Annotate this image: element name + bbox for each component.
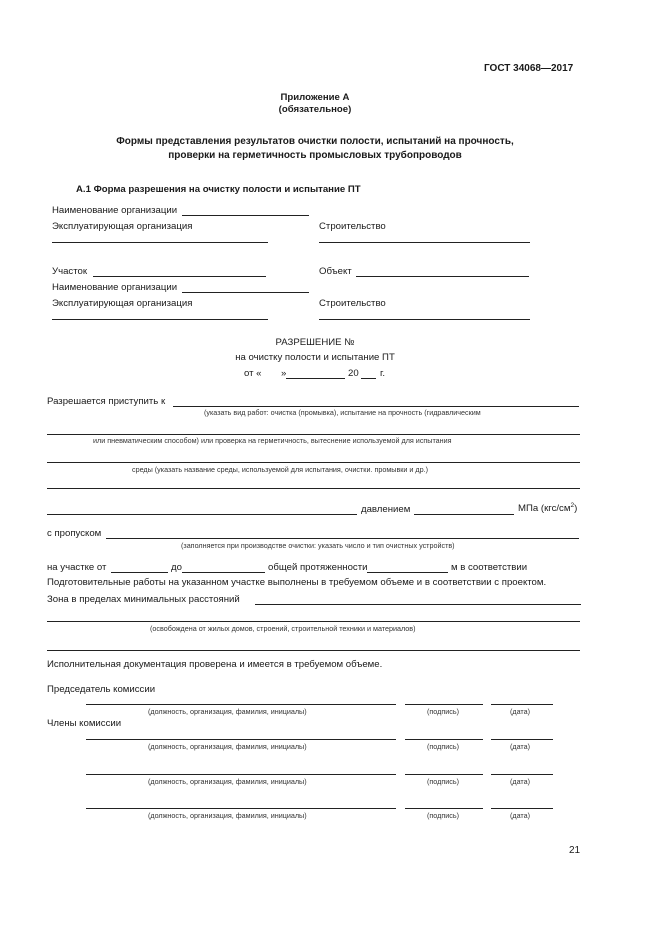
forms-title-line1: Формы представления результатов очистки полости, испытаний на прочность, bbox=[116, 136, 514, 147]
signature-hint: (подпись) bbox=[427, 811, 459, 820]
date-year-prefix: 20 bbox=[348, 368, 359, 379]
allowed-line bbox=[173, 406, 579, 407]
skip-label: с пропуском bbox=[47, 528, 102, 539]
construction-line-2 bbox=[319, 319, 530, 320]
position-hint: (должность, организация, фамилия, инициалы) bbox=[148, 811, 307, 820]
site-line bbox=[93, 276, 266, 277]
skip-line bbox=[106, 538, 579, 539]
member3-date-line bbox=[491, 808, 553, 809]
page-number: 21 bbox=[569, 845, 581, 856]
member3-position-line bbox=[86, 808, 396, 809]
hint-method: или пневматическим способом) или проверка на герметичность, вытеснение используемой для испытания bbox=[93, 436, 452, 445]
operating-org-label-2: Эксплуатирующая организация bbox=[52, 298, 193, 309]
total-length-label: общей протяженности bbox=[268, 562, 368, 573]
section-from-label: на участке от bbox=[47, 562, 107, 573]
allowed-line-2 bbox=[47, 434, 580, 435]
date-hint: (дата) bbox=[510, 777, 531, 786]
org-name-line-2 bbox=[182, 292, 309, 293]
org-name-label-2: Наименование организации bbox=[52, 282, 178, 293]
construction-label: Строительство bbox=[319, 221, 386, 232]
operating-org-line bbox=[52, 242, 268, 243]
appendix-title: Приложение А bbox=[280, 92, 350, 103]
pressure-value-line bbox=[414, 514, 514, 515]
zone-line bbox=[255, 604, 581, 605]
member2-signature-line bbox=[405, 774, 483, 775]
date-month-line bbox=[286, 378, 345, 379]
site-label: Участок bbox=[52, 266, 88, 277]
permit-subtitle: на очистку полости и испытание ПТ bbox=[235, 352, 395, 363]
signature-hint: (подпись) bbox=[427, 707, 459, 716]
operating-org-label: Эксплуатирующая организация bbox=[52, 221, 193, 232]
date-g: г. bbox=[380, 368, 385, 379]
date-from: от « bbox=[244, 368, 262, 379]
members-label: Члены комиссии bbox=[47, 718, 122, 729]
pressure-unit: МПа $(кгс/см^2)$ bbox=[518, 502, 578, 515]
date-hint: (дата) bbox=[510, 707, 531, 716]
allowed-line-3 bbox=[47, 462, 580, 463]
forms-title-line2: проверки на герметичность промысловых трубопроводов bbox=[168, 150, 462, 161]
org-name-line bbox=[182, 215, 309, 216]
member1-position-line bbox=[86, 739, 396, 740]
org-name-label: Наименование организации bbox=[52, 205, 178, 216]
allowed-label: Разрешается приступить к bbox=[47, 396, 166, 407]
zone-label: Зона в пределах минимальных расстояний bbox=[47, 594, 240, 605]
chairman-date-line bbox=[491, 704, 553, 705]
hint-zone-cleared: (освобождена от жилых домов, строений, строительной техники и материалов) bbox=[150, 624, 416, 633]
zone-line-3 bbox=[47, 650, 580, 651]
construction-line bbox=[319, 242, 530, 243]
signature-hint: (подпись) bbox=[427, 777, 459, 786]
object-line bbox=[356, 276, 529, 277]
construction-label-2: Строительство bbox=[319, 298, 386, 309]
m-accordance-label: м в соответствии bbox=[451, 562, 528, 573]
permit-title: РАЗРЕШЕНИЕ № bbox=[275, 337, 355, 348]
hint-cleaning-devices: (заполняется при производстве очистки: указать число и тип очистных устройств) bbox=[181, 541, 455, 550]
section-to-label: до bbox=[171, 562, 182, 573]
chairman-signature-line bbox=[405, 704, 483, 705]
position-hint: (должность, организация, фамилия, инициалы) bbox=[148, 742, 307, 751]
date-hint: (дата) bbox=[510, 811, 531, 820]
hint-work-type: (указать вид работ: очистка (промывка), испытание на прочность (гидравлическим bbox=[204, 408, 481, 417]
appendix-note: (обязательное) bbox=[278, 104, 352, 115]
section-to-line bbox=[182, 572, 265, 573]
signature-hint: (подпись) bbox=[427, 742, 459, 751]
member2-date-line bbox=[491, 774, 553, 775]
total-length-line bbox=[367, 572, 448, 573]
object-label: Объект bbox=[319, 266, 352, 277]
member1-signature-line bbox=[405, 739, 483, 740]
date-year-line bbox=[361, 378, 376, 379]
pressure-medium-line bbox=[47, 514, 357, 515]
docs-checked-text: Исполнительная документация проверена и имеется в требуемом объеме. bbox=[47, 659, 383, 670]
date-quote: » bbox=[281, 368, 287, 379]
member1-date-line bbox=[491, 739, 553, 740]
section-from-line bbox=[111, 572, 168, 573]
prep-done-text: Подготовительные работы на указанном участке выполнены в требуемом объеме и в соответствии с проектом. bbox=[47, 577, 547, 588]
member2-position-line bbox=[86, 774, 396, 775]
chairman-position-line bbox=[86, 704, 396, 705]
zone-line-2 bbox=[47, 621, 580, 622]
member3-signature-line bbox=[405, 808, 483, 809]
standard-number: ГОСТ 34068—2017 bbox=[484, 63, 574, 74]
section-title: А.1 Форма разрешения на очистку полости и испытание ПТ bbox=[76, 184, 361, 195]
allowed-line-4 bbox=[47, 488, 580, 489]
hint-medium: среды (указать название среды, используемой для испытания, очистки. промывки и др.) bbox=[132, 465, 429, 474]
pressure-label: давлением bbox=[361, 504, 411, 515]
operating-org-line-2 bbox=[52, 319, 268, 320]
position-hint: (должность, организация, фамилия, инициалы) bbox=[148, 777, 307, 786]
position-hint: (должность, организация, фамилия, инициалы) bbox=[148, 707, 307, 716]
date-hint: (дата) bbox=[510, 742, 531, 751]
chairman-label: Председатель комиссии bbox=[47, 684, 156, 695]
